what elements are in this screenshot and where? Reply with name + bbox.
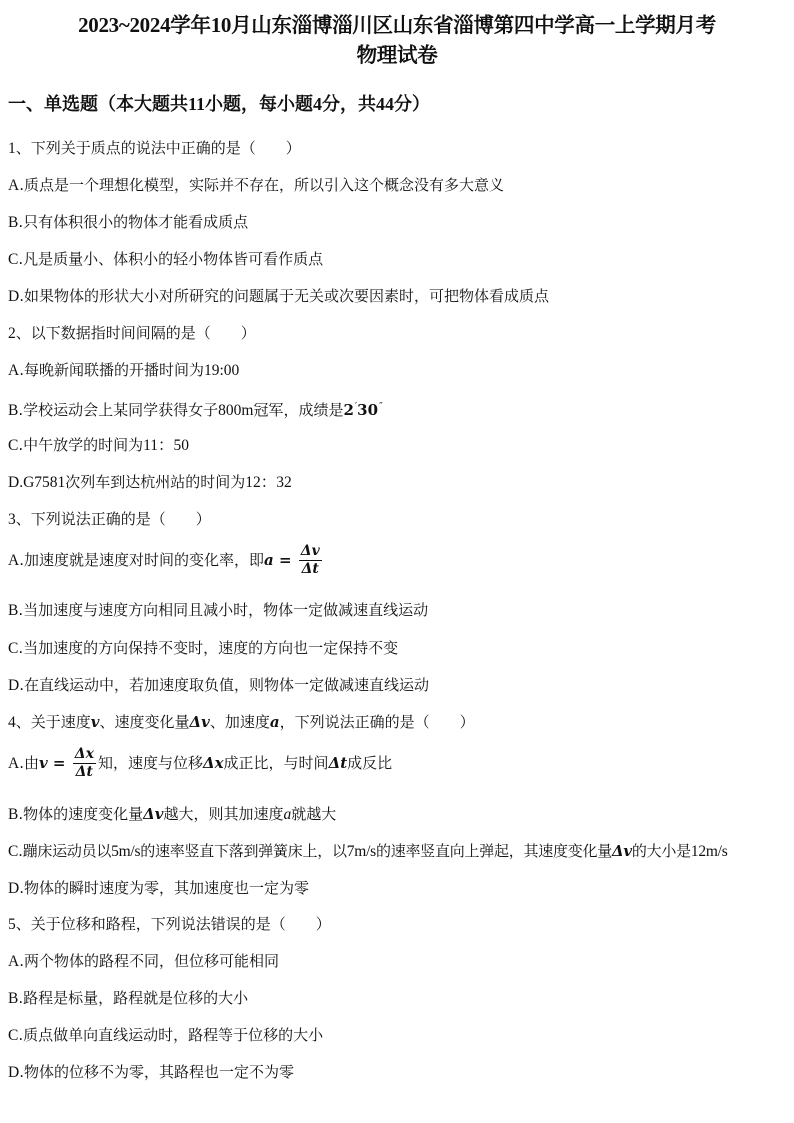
question-1-option-a[interactable]: A.质点是一个理想化模型，实际并不存在，所以引入这个概念没有多大意义 xyxy=(8,176,504,194)
question-2-option-c[interactable]: C.中午放学的时间为11：50 xyxy=(8,436,190,454)
exam-title-line-1: 2023~2024学年10月山东淄博淄川区山东省淄博第四中学高一上学期月考 xyxy=(78,13,716,37)
question-3-option-c[interactable]: C.当加速度的方向保持不变时，速度的方向也一定保持不变 xyxy=(8,639,399,657)
question-5-option-a[interactable]: A.两个物体的路程不同，但位移可能相同 xyxy=(8,952,279,970)
question-3-option-d[interactable]: D.在直线运动中，若加速度取负值，则物体一定做减速直线运动 xyxy=(8,676,429,694)
question-4-option-b[interactable]: B.物体的速度变化量Δv越大，则其加速度a就越大 xyxy=(8,805,337,823)
question-2-option-a[interactable]: A.每晚新闻联播的开播时间为19:00 xyxy=(8,361,240,379)
question-1-option-c[interactable]: C.凡是质量小、体积小的轻小物体皆可看作质点 xyxy=(8,250,324,268)
question-2-stem: 2、以下数据指时间间隔的是（ ） xyxy=(8,324,256,342)
question-4-stem: 4、关于速度v、速度变化量Δv、加速度a，下列说法正确的是（ ） xyxy=(8,713,475,731)
question-1-option-b[interactable]: B.只有体积很小的物体才能看成质点 xyxy=(8,213,249,231)
question-3-option-a[interactable]: A.加速度就是速度对时间的变化率，即a = $\frac{\Delta v}{\Delta t}$ xyxy=(8,543,320,577)
velocity-fraction: $\frac{\Delta x}{\Delta t}$ xyxy=(74,746,94,780)
question-4-option-c[interactable]: C.蹦床运动员以5m/s的速率竖直下落到弹簧床上，以7m/s的速率竖直向上弹起，其速度变化量Δv的大小是12m/s xyxy=(8,842,728,860)
question-5-option-d[interactable]: D.物体的位移不为零，其路程也一定不为零 xyxy=(8,1063,294,1081)
question-5-option-b[interactable]: B.路程是标量，路程就是位移的大小 xyxy=(8,989,249,1007)
question-5-option-c[interactable]: C.质点做单向直线运动时，路程等于位移的大小 xyxy=(8,1026,324,1044)
question-2-option-b[interactable]: B.学校运动会上某同学获得女子800m冠军，成绩是2′30″ xyxy=(8,401,383,419)
question-4-option-a[interactable]: A.由v = $\frac{\Delta x}{\Delta t}$ 知，速度与位移Δx成正比，与时间Δt成反比 xyxy=(8,746,393,780)
question-3-stem: 3、下列说法正确的是（ ） xyxy=(8,510,211,528)
question-1-stem: 1、下列关于质点的说法中正确的是（ ） xyxy=(8,139,301,157)
question-3-option-b[interactable]: B.当加速度与速度方向相同且减小时，物体一定做减速直线运动 xyxy=(8,601,429,619)
question-5-stem: 5、关于位移和路程，下列说法错误的是（ ） xyxy=(8,915,331,933)
section-heading: 一、单选题（本大题共11小题，每小题4分，共44分） xyxy=(8,94,431,115)
acceleration-fraction: $\frac{\Delta v}{\Delta t}$ xyxy=(300,543,320,577)
question-1-option-d[interactable]: D.如果物体的形状大小对所研究的问题属于无关或次要因素时，可把物体看成质点 xyxy=(8,287,549,305)
question-2-option-d[interactable]: D.G7581次列车到达杭州站的时间为12：32 xyxy=(8,473,292,491)
exam-title-line-2: 物理试卷 xyxy=(356,43,438,67)
question-4-option-d[interactable]: D.物体的瞬时速度为零，其加速度也一定为零 xyxy=(8,879,309,897)
